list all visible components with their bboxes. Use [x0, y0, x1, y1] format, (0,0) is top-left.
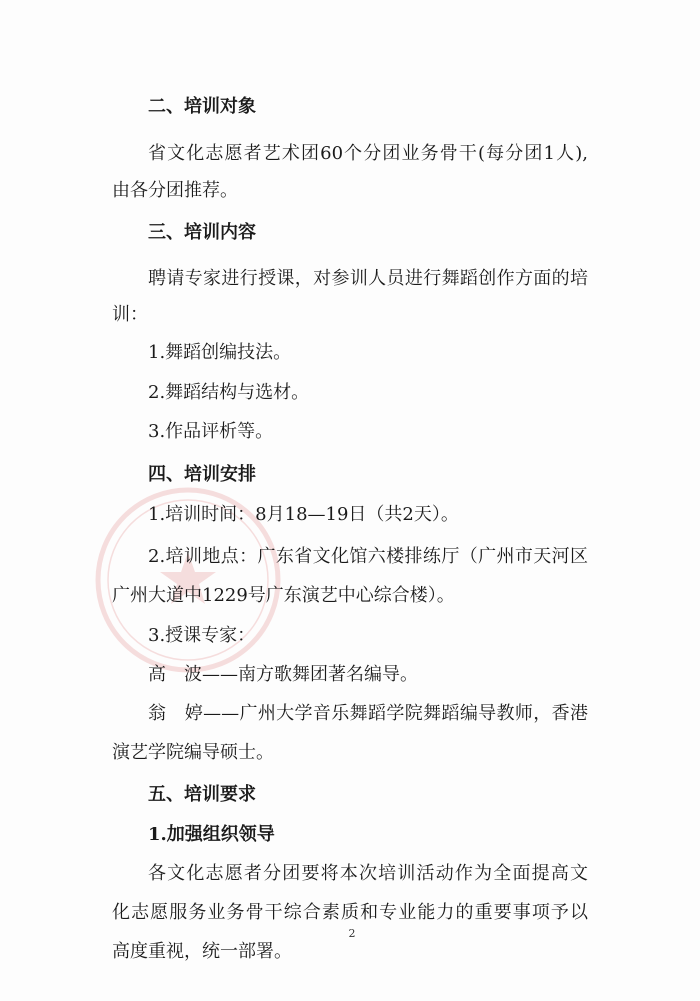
heading-training-target: 二、培训对象	[148, 96, 256, 117]
expert-2-line-2: 演艺学院编导硕士。	[112, 742, 274, 763]
schedule-experts-label: 3.授课专家：	[148, 625, 256, 646]
content-item-2: 2.舞蹈结构与选材。	[148, 382, 310, 403]
schedule-time: 1.培训时间：8月18—19日（共2天）。	[148, 504, 459, 525]
page-number: 2	[348, 927, 356, 940]
requirement-1-line-2: 化志愿服务业务骨干综合素质和专业能力的重要事项予以	[112, 902, 588, 923]
paragraph-content-line-1: 聘请专家进行授课，对参训人员进行舞蹈创作方面的培	[148, 268, 588, 289]
heading-training-schedule: 四、培训安排	[148, 464, 256, 485]
heading-training-content: 三、培训内容	[148, 222, 256, 243]
schedule-place-line-1: 2.培训地点：广东省文化馆六楼排练厅（广州市天河区	[148, 546, 588, 567]
expert-2-line-1: 翁 婷——广州大学音乐舞蹈学院舞蹈编导教师，香港	[148, 703, 588, 724]
paragraph-target-line-1: 省文化志愿者艺术团60个分团业务骨干(每分团1人),	[148, 143, 588, 164]
requirement-1-line-3: 高度重视，统一部署。	[112, 941, 292, 962]
expert-1: 高 波——南方歌舞团著名编导。	[148, 664, 418, 685]
heading-training-requirements: 五、培训要求	[148, 784, 256, 805]
paragraph-content-line-2: 训：	[112, 304, 148, 325]
schedule-place-line-2: 广州大道中1229号广东演艺中心综合楼）。	[112, 585, 455, 606]
requirement-1-line-1: 各文化志愿者分团要将本次培训活动作为全面提高文	[148, 863, 588, 884]
paragraph-target-line-2: 由各分团推荐。	[112, 180, 238, 201]
content-item-1: 1.舞蹈创编技法。	[148, 342, 292, 363]
content-item-3: 3.作品评析等。	[148, 421, 274, 442]
requirement-1-title: 1.加强组织领导	[148, 824, 275, 845]
